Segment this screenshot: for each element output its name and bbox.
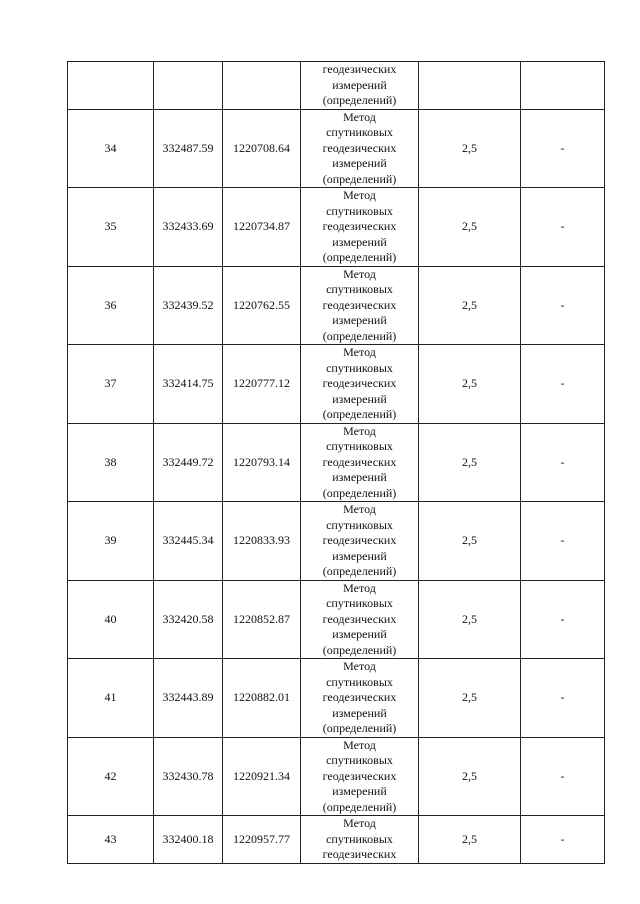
cell-note: - [521, 345, 605, 424]
cell-number: 41 [68, 659, 154, 738]
cell-accuracy: 2,5 [419, 345, 521, 424]
cell-x: 332443.89 [154, 659, 223, 738]
table-row [68, 188, 605, 267]
table-row [68, 109, 605, 188]
cell-y: 1220833.93 [223, 502, 301, 581]
cell-y: 1220957.77 [223, 816, 301, 864]
cell-y: 1220852.87 [223, 580, 301, 659]
cell-number: 43 [68, 816, 154, 864]
cell-accuracy: 2,5 [419, 816, 521, 864]
cell-accuracy: 2,5 [419, 659, 521, 738]
cell-number: 35 [68, 188, 154, 267]
cell-x: 332430.78 [154, 737, 223, 816]
cell-y [223, 62, 301, 110]
cell-method: Метод спутниковых геодезических измерений (определений) [301, 502, 419, 581]
cell-method: Метод спутниковых геодезических измерений (определений) [301, 345, 419, 424]
cell-method: Метод спутниковых геодезических измерений (определений) [301, 423, 419, 502]
cell-x: 332400.18 [154, 816, 223, 864]
cell-x: 332433.69 [154, 188, 223, 267]
cell-y: 1220921.34 [223, 737, 301, 816]
table-row [68, 659, 605, 738]
cell-note: - [521, 502, 605, 581]
cell-number: 37 [68, 345, 154, 424]
cell-note: - [521, 659, 605, 738]
cell-x [154, 62, 223, 110]
cell-x: 332420.58 [154, 580, 223, 659]
cell-method: Метод спутниковых геодезических измерений (определений) [301, 737, 419, 816]
cell-number [68, 62, 154, 110]
table-row [68, 423, 605, 502]
cell-accuracy: 2,5 [419, 423, 521, 502]
table-row [68, 502, 605, 581]
cell-note: - [521, 737, 605, 816]
table-row [68, 580, 605, 659]
cell-accuracy: 2,5 [419, 502, 521, 581]
cell-y: 1220734.87 [223, 188, 301, 267]
cell-accuracy: 2,5 [419, 188, 521, 267]
cell-accuracy: 2,5 [419, 737, 521, 816]
cell-note: - [521, 580, 605, 659]
cell-method: Метод спутниковых геодезических измерений (определений) [301, 188, 419, 267]
cell-method: Метод спутниковых геодезических измерений (определений) [301, 266, 419, 345]
cell-accuracy [419, 62, 521, 110]
cell-method: геодезических измерений (определений) [301, 62, 419, 110]
cell-x: 332445.34 [154, 502, 223, 581]
cell-x: 332449.72 [154, 423, 223, 502]
cell-accuracy: 2,5 [419, 266, 521, 345]
cell-y: 1220793.14 [223, 423, 301, 502]
cell-y: 1220777.12 [223, 345, 301, 424]
table-row-continued [68, 62, 605, 110]
cell-y: 1220882.01 [223, 659, 301, 738]
cell-note: - [521, 109, 605, 188]
cell-method: Метод спутниковых геодезических измерений (определений) [301, 109, 419, 188]
cell-x: 332414.75 [154, 345, 223, 424]
table-row [68, 737, 605, 816]
cell-y: 1220762.55 [223, 266, 301, 345]
table-row [68, 266, 605, 345]
cell-x: 332487.59 [154, 109, 223, 188]
cell-accuracy: 2,5 [419, 580, 521, 659]
cell-method: Метод спутниковых геодезических измерений (определений) [301, 580, 419, 659]
cell-accuracy: 2,5 [419, 109, 521, 188]
cell-note: - [521, 816, 605, 864]
cell-number: 40 [68, 580, 154, 659]
table-row-partial [68, 816, 605, 864]
table-row [68, 345, 605, 424]
cell-x: 332439.52 [154, 266, 223, 345]
cell-number: 38 [68, 423, 154, 502]
cell-note: - [521, 266, 605, 345]
cell-method: Метод спутниковых геодезических [301, 816, 419, 864]
cell-number: 39 [68, 502, 154, 581]
cell-note: - [521, 423, 605, 502]
cell-number: 34 [68, 109, 154, 188]
coordinates-table [67, 61, 605, 864]
cell-number: 42 [68, 737, 154, 816]
cell-note [521, 62, 605, 110]
cell-note: - [521, 188, 605, 267]
cell-method: Метод спутниковых геодезических измерений (определений) [301, 659, 419, 738]
cell-number: 36 [68, 266, 154, 345]
cell-y: 1220708.64 [223, 109, 301, 188]
